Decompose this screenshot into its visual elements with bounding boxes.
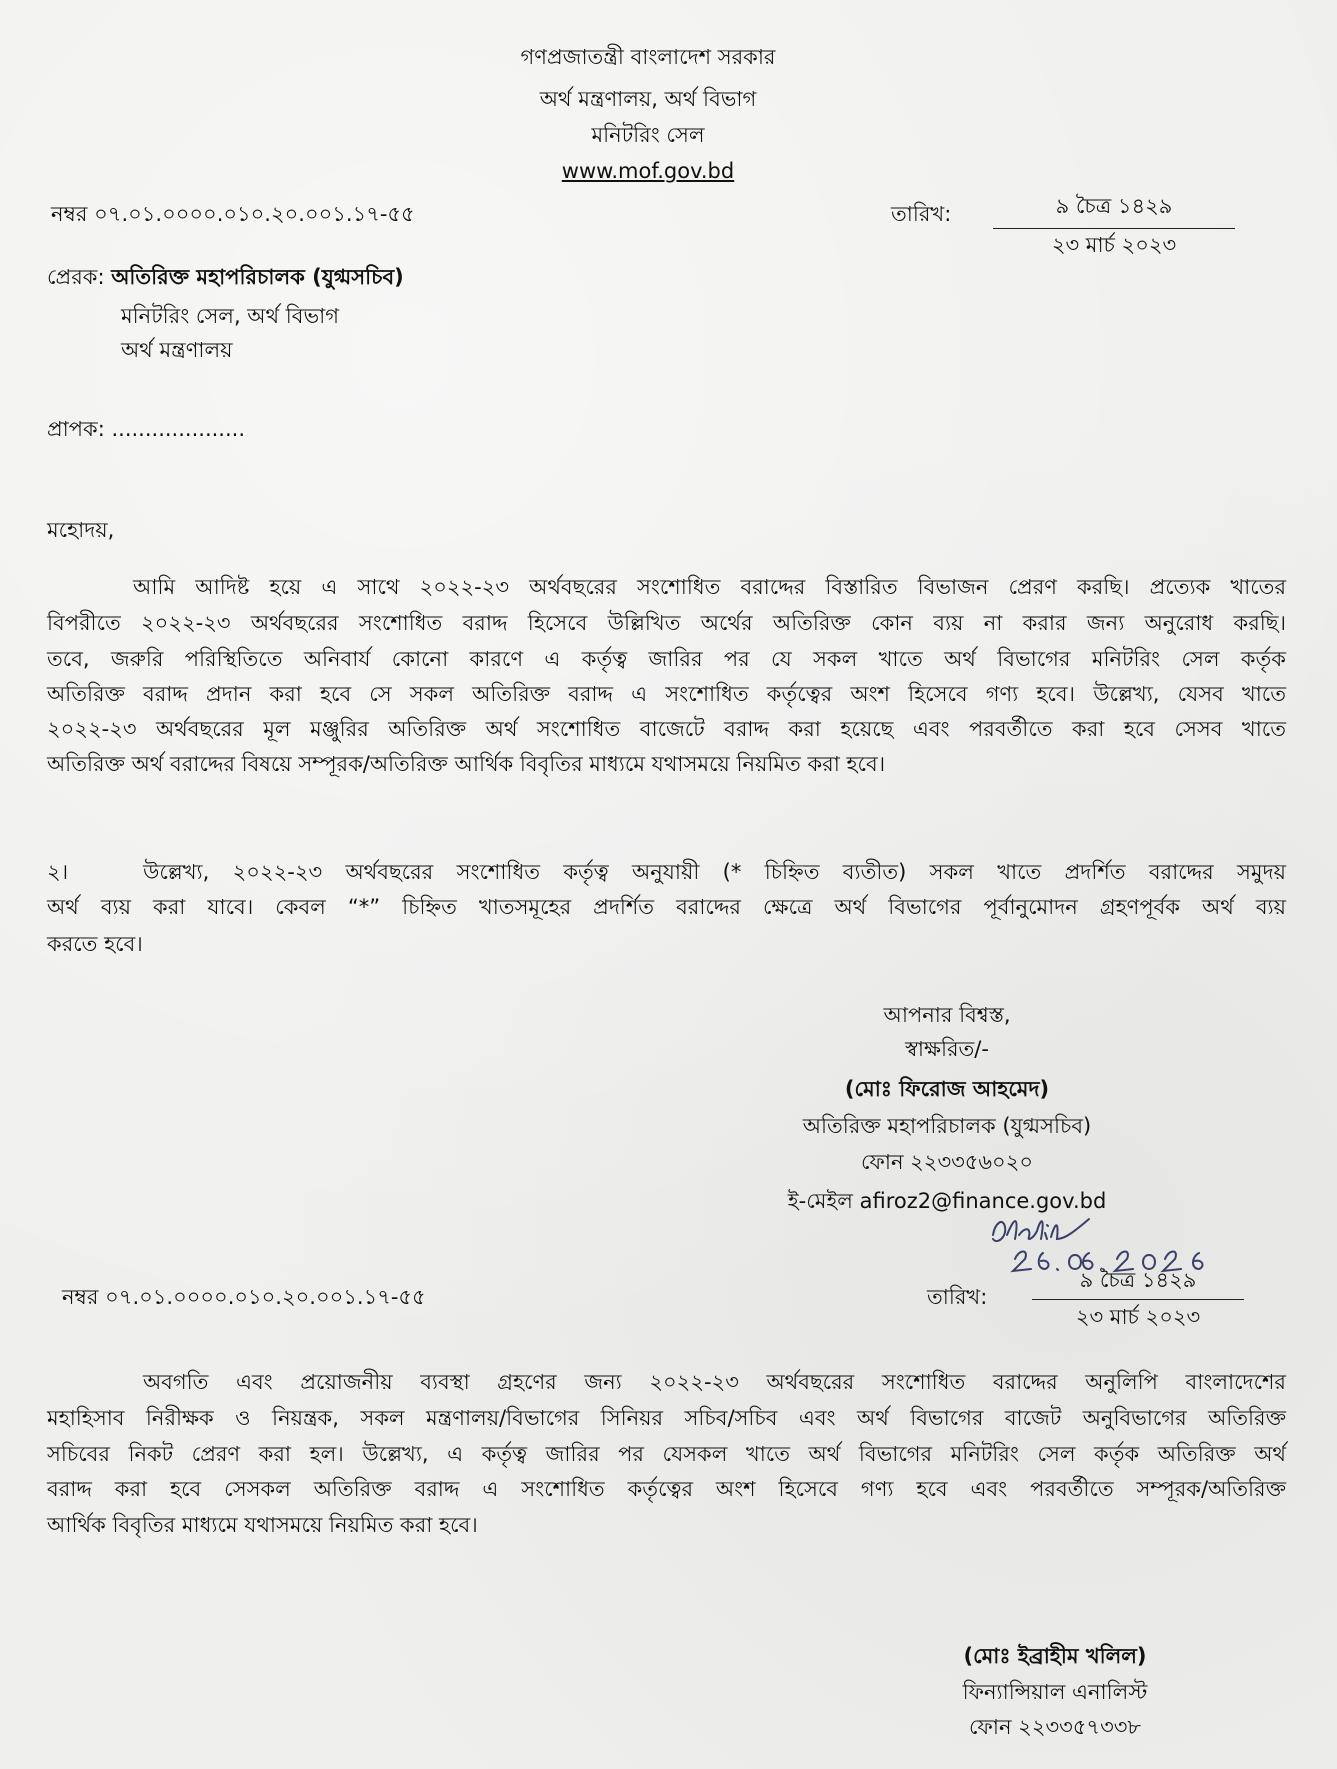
date-gregorian: ২৩ মার্চ ২০২৩	[1051, 233, 1177, 257]
signatory2-designation: ফিন্যান্সিয়াল এনালিস্ট	[962, 1680, 1148, 1704]
handwritten-signature	[985, 1205, 1235, 1280]
paragraph1-line: অতিরিক্ত অর্থ বরাদ্দের বিষয়ে সম্পূরক/অতিরিক্ত আর্থিক বিবৃতির মাধ্যমে যথাসময়ে নিয়মিত করা হবে।	[47, 752, 886, 776]
paragraph2-line: করতে হবে।	[47, 932, 143, 956]
paragraph3-line: বরাদ্দ করা হবে সেসকল অতিরিক্ত বরাদ্দ এ সংশোধিত কর্তৃত্বের অংশ হিসেবে গণ্য হবে এবং পরবর্তীতে সম্পূরক/অতিরিক্ত	[47, 1477, 1286, 1501]
paragraph2-line: উল্লেখ্য, ২০২২-২৩ অর্থবছরের সংশোধিত কর্তৃত্ব অনুযায়ী (* চিহ্নিত ব্যতীত) সকল খাতে প্রদর্শিত বরাদ্দের সমুদয়	[143, 860, 1286, 884]
paragraph3-line: সচিবের নিকট প্রেরণ করা হল। উল্লেখ্য, এ কর্তৃত্ব জারির পর যেসকল খাতে অর্থ বিভাগের মনিটরিং সেল কর্তৃক অতিরিক্ত অর্থ	[47, 1442, 1286, 1466]
memo2-number: নম্বর ০৭.০১.০০০০.০১০.২০.০০১.১৭-৫৫	[62, 1285, 426, 1309]
signatory-designation: অতিরিক্ত মহাপরিচালক (যুগ্মসচিব)	[802, 1114, 1092, 1138]
paragraph1-line: অতিরিক্ত বরাদ্দ প্রদান করা হবে সে সকল অতিরিক্ত বরাদ্দ এ সংশোধিত কর্তৃত্বের অংশ হিসেবে গণ্য হবে। উল্লেখ্য, যেসব খাতে	[47, 682, 1286, 706]
date-label: তারিখ:	[891, 202, 952, 226]
signatory2-phone: ফোন ২২৩৩৫৭৩৩৮	[969, 1715, 1141, 1739]
memo-number: নম্বর ০৭.০১.০০০০.০১০.২০.০০১.১৭-৫৫	[51, 202, 415, 226]
signatory2-name: (মোঃ ইব্রাহীম খলিল)	[963, 1644, 1147, 1668]
paragraph3-line: মহাহিসাব নিরীক্ষক ও নিয়ন্ত্রক, সকল মন্ত্রণালয়/বিভাগের সিনিয়র সচিব/সচিব এবং অর্থ বিভাগের বাজেট অনুবিভাগের অতিরিক্ত	[47, 1406, 1286, 1430]
signed-mark: স্বাক্ষরিত/-	[905, 1037, 989, 1061]
memo2-date-gregorian: ২৩ মার্চ ২০২৩	[1075, 1305, 1201, 1329]
header-cell: মনিটরিং সেল	[591, 123, 705, 147]
recipient-value: ....................	[111, 417, 245, 441]
paragraph3-line: আর্থিক বিবৃতির মাধ্যমে যথাসময়ে নিয়মিত করা হবে।	[47, 1513, 478, 1537]
recipient-label: প্রাপক:	[47, 417, 105, 441]
recipient-block	[47, 416, 245, 442]
paragraph2-line: অর্থ ব্যয় করা যাবে। কেবল “*” চিহ্নিত খাতসমূহের প্রদর্শিত বরাদ্দের ক্ষেত্রে অর্থ বিভাগের পূর্বানুমোদন গ্রহণপূর্বক অর্থ ব্যয়	[47, 895, 1286, 919]
date-bangla: ৯ চৈত্র ১৪২৯	[1055, 194, 1173, 218]
sender-ministry: অর্থ মন্ত্রণালয়	[121, 338, 233, 362]
signatory-name: (মোঃ ফিরোজ আহমেদ)	[844, 1077, 1050, 1101]
signatory-phone: ফোন ২২৩৩৫৬০২০	[860, 1150, 1034, 1174]
header-ministry: অর্থ মন্ত্রণালয়, অর্থ বিভাগ	[539, 87, 757, 111]
paragraph1-line: বিপরীতে ২০২২-২৩ অর্থবছরের সংশোধিত বরাদ্দ হিসেবে উল্লিখিত অর্থের অতিরিক্ত কোন ব্যয় না করার জন্য অনুরোধ করছি।	[47, 611, 1286, 635]
header-government: গণপ্রজাতন্ত্রী বাংলাদেশ সরকার	[520, 45, 776, 69]
signatory-email: ই-মেইল afiroz2@finance.gov.bd	[787, 1189, 1107, 1213]
date-divider	[993, 228, 1235, 229]
paragraph2-number: ২।	[47, 860, 69, 884]
sender-label: প্রেরক:	[47, 265, 105, 289]
memo2-date-label: তারিখ:	[927, 1285, 988, 1309]
closing: আপনার বিশ্বস্ত,	[883, 1003, 1011, 1027]
salutation: মহোদয়,	[47, 518, 115, 542]
paragraph3-line: অবগতি এবং প্রয়োজনীয় ব্যবস্থা গ্রহণের জন্য ২০২২-২৩ অর্থবছরের সংশোধিত বরাদ্দের অনুলিপি বাংলাদেশের	[143, 1370, 1286, 1394]
memo2-date-divider	[1032, 1299, 1244, 1300]
paragraph1-line: ২০২২-২৩ অর্থবছরের মূল মঞ্জুরির অতিরিক্ত অর্থ সংশোধিত বাজেটে বরাদ্দ করা হয়েছে এবং পরবর্তীতে করা হবে সেসব খাতে	[47, 717, 1286, 741]
website-link[interactable]: www.mof.gov.bd	[561, 159, 735, 183]
sender-title: অতিরিক্ত মহাপরিচালক (যুগ্মসচিব)	[111, 265, 404, 289]
sender-block	[47, 264, 404, 290]
memo2-date-bangla: ৯ চৈত্র ১৪২৯	[1079, 1268, 1197, 1292]
paragraph1-line: তবে, জরুরি পরিস্থিতিতে অনিবার্য কোনো কারণে এ কর্তৃত্ব জারির পর যে সকল খাতে অর্থ বিভাগের মনিটরিং সেল কর্তৃক	[47, 647, 1286, 671]
paragraph1-line: আমি আদিষ্ট হয়ে এ সাথে ২০২২-২৩ অর্থবছরের সংশোধিত বরাদ্দের বিস্তারিত বিভাজন প্রেরণ করছি। প্রত্যেক খাতের	[133, 575, 1286, 599]
sender-office: মনিটরিং সেল, অর্থ বিভাগ	[121, 304, 339, 328]
